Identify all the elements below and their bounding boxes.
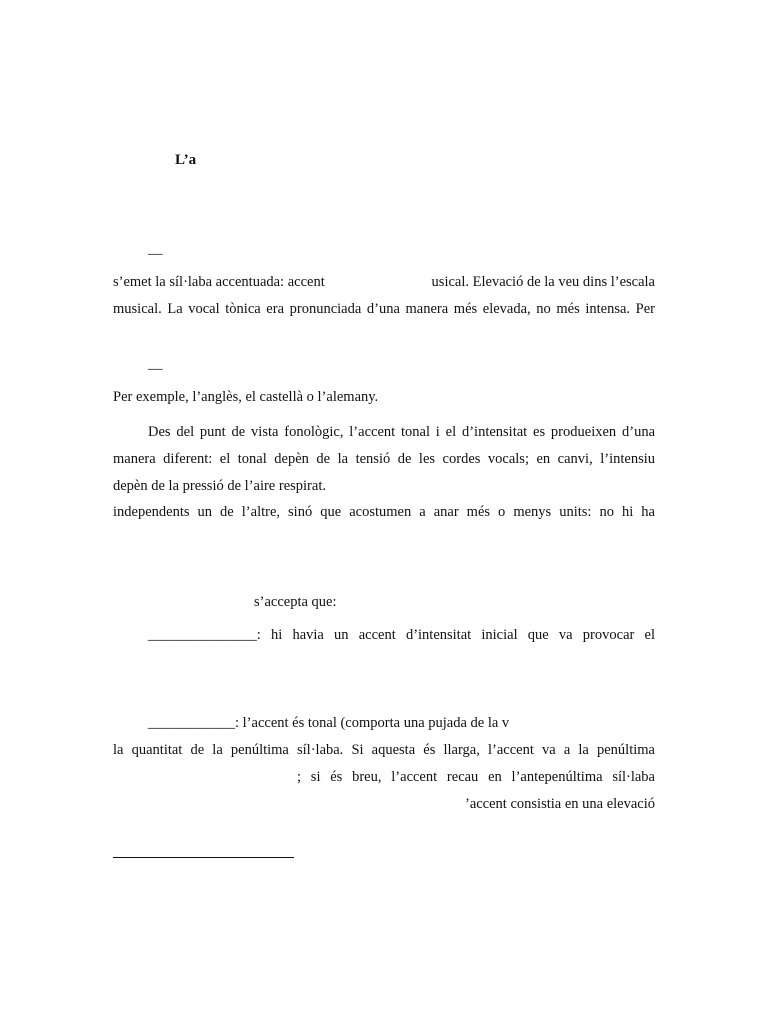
- paragraph-line: depèn de la pressió de l’aire respirat.: [113, 478, 326, 494]
- paragraph-line: s’accepta que:: [254, 594, 337, 610]
- paragraph-line: ’accent consistia en una elevació: [464, 796, 655, 812]
- paragraph-line: Per exemple, l’anglès, el castellà o l’alemany.: [113, 389, 379, 405]
- paragraph-line: usical. Elevació de la veu dins l’escala: [431, 274, 655, 290]
- paragraph-line: _______________: hi havia un accent d’intensitat inicial que va provocar el: [148, 627, 655, 643]
- dash-marker: —: [148, 246, 163, 262]
- footnote-separator: [113, 857, 294, 858]
- paragraph-line: musical. La vocal tònica era pronunciada d’una manera més elevada, no més intensa. Per: [113, 301, 655, 317]
- paragraph-line: la quantitat de la penúltima síl·laba. Si aquesta és llarga, l’accent va a la penúltima: [113, 742, 655, 758]
- paragraph-line: manera diferent: el tonal depèn de la tensió de les cordes vocals; en canvi, l’intensiu: [113, 451, 655, 467]
- dash-marker: —: [148, 361, 163, 377]
- paragraph-line: independents un de l’altre, sinó que acostumen a anar més o menys units: no hi ha: [113, 504, 655, 520]
- paragraph-line: ____________: l’accent és tonal (comporta una pujada de la v: [148, 715, 510, 731]
- paragraph-line: ; si és breu, l’accent recau en l’antepenúltima síl·laba: [297, 769, 655, 785]
- section-heading: L’a: [175, 152, 197, 168]
- paragraph-line: Des del punt de vista fonològic, l’accent tonal i el d’intensitat es produeixen d’una: [148, 424, 655, 440]
- paragraph-line: s’emet la síl·laba accentuada: accent: [113, 274, 325, 290]
